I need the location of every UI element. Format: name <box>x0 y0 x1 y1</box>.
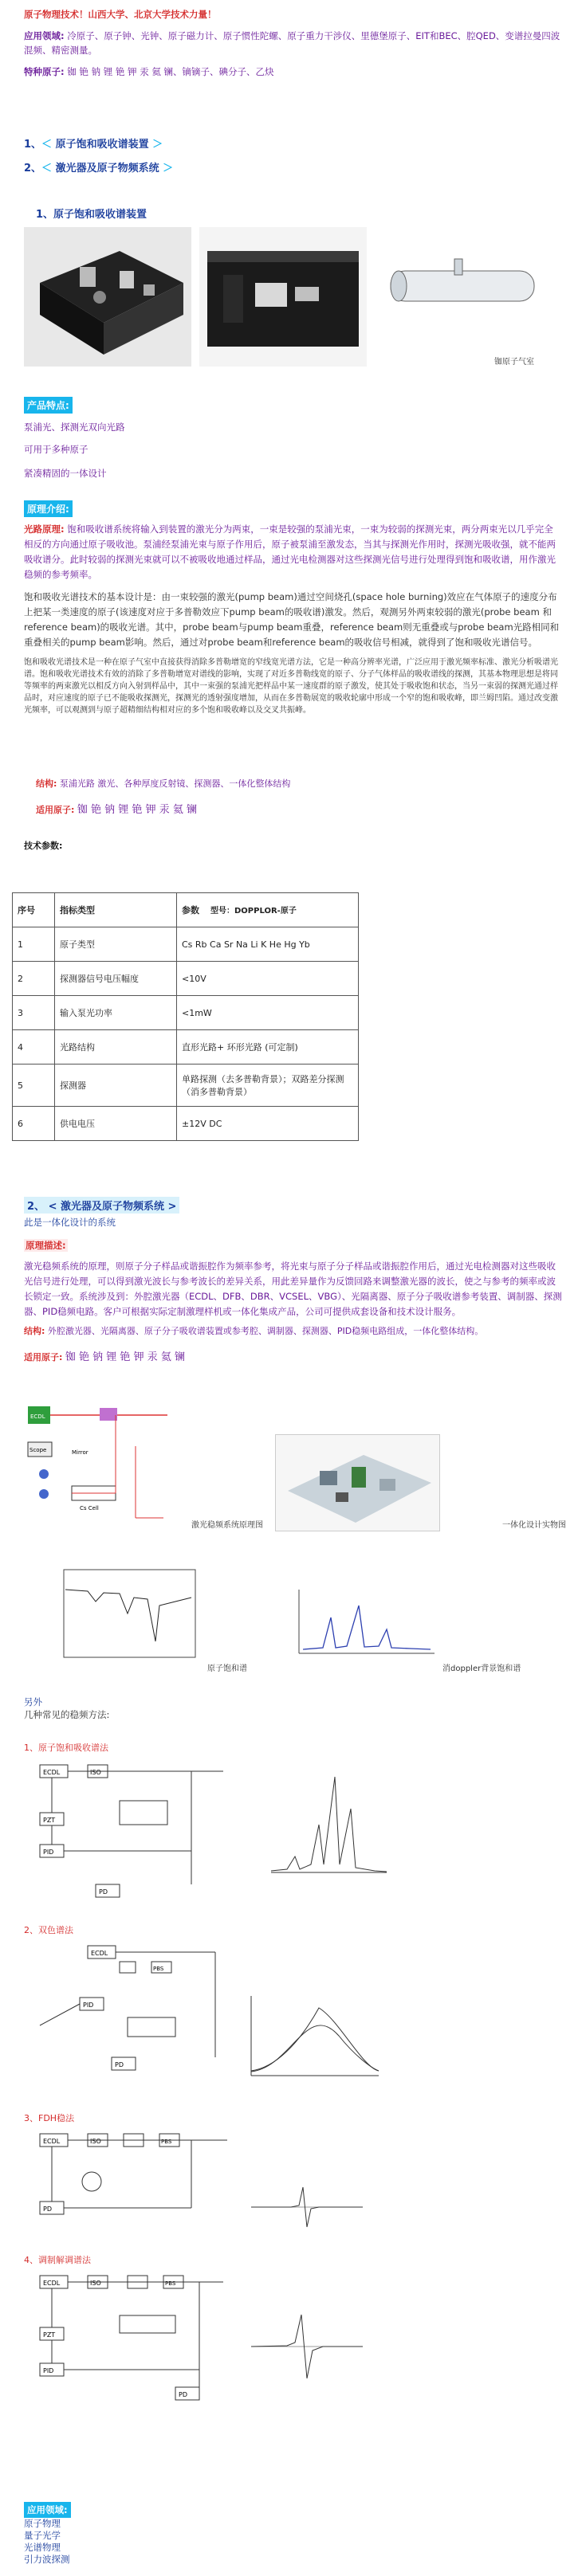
m2-pbs: PBS <box>153 1966 164 1972</box>
integrated-device-icon <box>276 1435 439 1531</box>
m3-iso: ISO <box>90 2138 101 2145</box>
principle-label-wrap <box>24 500 73 517</box>
cell-param: <1mW <box>177 996 359 1030</box>
features-label-wrap <box>24 397 73 414</box>
atoms-label: 特种原子: <box>24 66 65 77</box>
table-row <box>13 962 359 996</box>
sec2-atoms-label: 适用原子: <box>24 1352 63 1362</box>
method-2-schematic-icon <box>32 1938 239 2089</box>
cell-index: 输入泵光功率 <box>55 996 177 1030</box>
m4-iso: ISO <box>90 2280 101 2287</box>
intro <box>24 8 566 78</box>
footer-item: 量子光学 <box>24 2530 61 2541</box>
m4-pzt: PZT <box>43 2331 56 2339</box>
layout-line <box>36 777 290 790</box>
cell-seq: 2 <box>13 962 55 996</box>
table-row <box>13 1030 359 1065</box>
m2-ecdl: ECDL <box>91 1950 108 1957</box>
m1-pd: PD <box>99 1888 108 1896</box>
m1-ecdl: ECDL <box>43 1769 61 1776</box>
atoms-text: 铷 铯 钠 锂 铯 钾 汞 氦 镧、镝镝子、碘分子、乙炔 <box>67 66 274 77</box>
schematic-icon <box>24 1398 183 1534</box>
feature-2: 可用于多种原子 <box>24 444 88 455</box>
method-3-title <box>24 2111 74 2124</box>
method-2-title <box>24 1923 73 1936</box>
method-4-plot <box>247 2303 367 2390</box>
method-4-schematic-icon <box>32 2268 239 2411</box>
sec2-principle-label: 原理描述: <box>26 1240 66 1251</box>
method-label: 原子饱和吸收谱法 <box>38 1743 108 1753</box>
methods-intro-2: 几种常见的稳频方法: <box>24 1709 110 1720</box>
spec-label: 技术参数: <box>24 841 63 851</box>
method-4-error-signal-icon <box>247 2303 367 2390</box>
spectrum-plot-2 <box>283 1586 442 1665</box>
fig1-caption: 激光稳频系统原理图 <box>191 1521 263 1530</box>
app-label: 应用领域: <box>24 30 65 41</box>
footer-label-wrap <box>24 2502 71 2518</box>
method-num: 2、 <box>24 1925 38 1935</box>
method-4-diagram <box>32 2268 239 2411</box>
app-text: 冷原子、原子钟、光钟、原子磁力计、原子惯性陀螺、原子重力干涉仪、里德堡原子、EIT和BEC、腔QED、变谱拉曼四波混频、精密测量。 <box>24 30 560 56</box>
photo-laser-icon <box>199 227 367 367</box>
th-param <box>177 893 359 927</box>
method-3-diagram <box>32 2126 239 2237</box>
method-3-schematic-icon <box>32 2126 239 2237</box>
m1-iso: ISO <box>90 1769 101 1776</box>
method-3-plot <box>247 2175 367 2239</box>
m3-ecdl: ECDL <box>43 2138 61 2145</box>
method-1-plot <box>263 1761 391 1880</box>
footer-item: 引力波探测 <box>24 2554 70 2565</box>
cell-param: <10V <box>177 962 359 996</box>
m4-pid: PID <box>43 2367 54 2374</box>
methods-intro-1: 另外 <box>24 1696 42 1708</box>
th-model-text: 型号：DOPPLOR-原子 <box>210 907 297 916</box>
method-3-error-signal-icon <box>247 2175 367 2239</box>
method-4-title <box>24 2253 91 2266</box>
m4-pbs: PBS <box>165 2280 176 2287</box>
cell-param: Cs Rb Ca Sr Na Li K He Hg Yb <box>177 927 359 962</box>
footer-list <box>24 2518 70 2566</box>
sec1-atoms-label: 适用原子: <box>36 805 75 815</box>
sec2-layout-label: 结构: <box>24 1326 45 1336</box>
toc-num: 2、 <box>24 163 42 174</box>
sec2-layout-line <box>24 1324 566 1337</box>
fig4-caption: 消doppler背景饱和谱 <box>442 1664 521 1673</box>
fig3-caption: 原子饱和谱 <box>207 1664 247 1673</box>
sec2-header[interactable]: 2、 < 激光器及原子物频系统 > <box>24 1197 179 1214</box>
sec2-atoms-text: 铷 铯 钠 锂 铯 钾 汞 氦 镧 <box>65 1351 185 1363</box>
product-photo-2 <box>199 227 367 367</box>
cell-param: ±12V DC <box>177 1107 359 1141</box>
sec1-atoms-line <box>36 801 197 816</box>
doppler-free-plot <box>283 1586 442 1665</box>
label-ecdl: ECDL <box>30 1413 45 1420</box>
cell-seq: 6 <box>13 1107 55 1141</box>
layout-text: 泵浦光路 激光、各种厚度反射镜、探测器、一体化整体结构 <box>59 778 291 789</box>
th-seq: 序号 <box>13 893 55 927</box>
sec2-summary: 此是一体化设计的系统 <box>24 1217 116 1228</box>
photo-device-icon <box>24 227 191 367</box>
toc-label: 原子饱和吸收谱装置 <box>55 139 149 151</box>
method-1-title <box>24 1741 108 1754</box>
sec2-atoms-line <box>24 1348 185 1363</box>
principle-p3: 饱和吸收光谱技术是一种在原子气室中直接获得消除多普勒增宽的窄线宽光谱方法，它是一种高分辨率光谱，广泛应用于激光频率标准、激光分析吸谱光谱。饱和吸收光谱技术有效的消除了多普勒增宽对谱线的影响，实现了对近多普勒线宽的原子、分子气体样品的吸收谱线的探测，其基本物理思想是将同等频率的两束激光以相反方向入射到样品中，其中一束强的泵浦光把样品中某一速度群的原子激发，使其处于吸收饱和状态，当另一束弱的探测光通过样品时，对应速度的原子已不能吸收探测光，探测光的透射强度增加，从而在多普勒展宽的吸收轮廓中形成一个窄的饱和吸收峰，即兰姆凹陷。通过改变激光频率，可以观测到与原子超精细结构相对应的多个饱和吸收峰以及交叉共振峰。 <box>24 658 558 715</box>
m2-pd: PD <box>115 2061 124 2068</box>
footer-label: 应用领域: <box>24 2502 71 2518</box>
table-header-row <box>13 893 359 927</box>
intro-headline: 原子物理技术！山西大学、北京大学技术力量！ <box>24 9 217 20</box>
method-1-diagram <box>32 1757 239 1916</box>
m4-pd: PD <box>179 2391 187 2398</box>
th-param-text: 参数 <box>182 905 199 916</box>
cell-index: 供电电压 <box>55 1107 177 1141</box>
method-num: 4、 <box>24 2255 38 2265</box>
principle-lead: 光路原理: <box>24 523 65 535</box>
saturated-spectrum-plot <box>48 1566 199 1669</box>
sec1-title <box>36 206 147 221</box>
product-photo-3 <box>383 227 542 347</box>
cell-param: 单路探测（去多普勒背景）；双路差分探测（消多普勒背景） <box>177 1065 359 1107</box>
toc-num: 1、 <box>24 139 42 151</box>
cell-param: 直形光路+ 环形光路 (可定制) <box>177 1030 359 1065</box>
table-row <box>13 1065 359 1107</box>
method-label: 调制解调谱法 <box>38 2255 91 2265</box>
method-2-diagram <box>32 1938 239 2089</box>
special-atoms <box>24 65 566 78</box>
footer-item: 光谱物理 <box>24 2542 61 2553</box>
cell-seq: 5 <box>13 1065 55 1107</box>
principle-p1-text: 饱和吸收谱系统将输入到装置的激光分为两束，一束是较强的泵浦光束，一束为较弱的探测光束，两分两束光以几乎完全相反的方向通过原子吸收池。泵浦经泵浦光束与原子作用后，原子被泵浦至激发态，当其与探测光作用时，探测光吸收强，就不能两吸收谱分。此时较弱的探测光束就可以不被吸收地通过样品，通过光电检测器对这些探测光信号进行处理得到饱和吸收谱，用作激光稳频的参考频率。 <box>24 523 556 580</box>
cell-index: 原子类型 <box>55 927 177 962</box>
m1-pzt: PZT <box>43 1817 56 1824</box>
sec2-layout-text: 外腔激光器、光隔离器、原子分子吸收谱装置或参考腔、调制器、探测器、PID稳频电路组成，一体化整体结构。 <box>47 1326 484 1336</box>
method-num: 3、 <box>24 2113 38 2123</box>
cell-seq: 3 <box>13 996 55 1030</box>
footer-item: 原子物理 <box>24 2518 61 2529</box>
spec-table <box>12 892 359 1141</box>
method-2-plot <box>243 1988 383 2084</box>
table-row <box>13 1107 359 1141</box>
m2-pid: PID <box>83 2002 94 2009</box>
fig2-caption: 一体化设计实物图 <box>502 1521 566 1530</box>
principle-p1 <box>24 522 562 582</box>
feature-3: 紧凑精固的一体设计 <box>24 468 107 479</box>
table-row <box>13 927 359 962</box>
label-mirror: Mirror <box>72 1449 88 1456</box>
cell-index: 光路结构 <box>55 1030 177 1065</box>
feature-1: 泵浦光、探测光双向光路 <box>24 421 125 433</box>
method-label: FDH稳法 <box>38 2113 75 2123</box>
cell-seq: 1 <box>13 927 55 962</box>
method-1-spectrum-icon <box>263 1761 391 1880</box>
cell-seq: 4 <box>13 1030 55 1065</box>
method-num: 1、 <box>24 1743 38 1753</box>
features-label: 产品特点: <box>24 397 73 414</box>
sec2-principle: 激光稳频系统的原理，则原子分子样品或谐振腔作为频率参考，将光束与原子分子样品或谐振腔作用后，通过光电检测器对这些吸收光信号进行处理，可以得到激光波长与参考波长的差异关系，用此差异量作为反馈回路来调整激光器的波长，使之与参考的频率或波长锁定一致。系统涉及到：外腔激光器（ECDL、DFB、DBR、VCSEL、VBG）、光隔离器、原子分子吸收谱参考装置、调制器、探测器、PID稳频电路。客户可根据实际定制激理样机或一体化集成产品，公司可提供成套设备和技术设计服务。 <box>24 1261 562 1317</box>
m1-pid: PID <box>43 1849 54 1856</box>
method-2-curves-icon <box>243 1988 383 2084</box>
integrated-design-photo <box>275 1434 440 1531</box>
cell-caption: 铷原子气室 <box>494 358 534 367</box>
toc-item-2[interactable]: 2、＜ 激光器及原子物频系统 ＞ <box>24 163 174 174</box>
cell-index: 探测器信号电压幅度 <box>55 962 177 996</box>
table-row <box>13 996 359 1030</box>
toc-label: 激光器及原子物频系统 <box>55 163 159 174</box>
toc-item-1[interactable]: 1、＜ 原子饱和吸收谱装置 ＞ <box>24 139 163 151</box>
cell-index: 探测器 <box>55 1065 177 1107</box>
stabilization-schematic <box>24 1398 183 1534</box>
label-scope: Scope <box>29 1447 47 1453</box>
label-cs-cell: Cs Cell <box>80 1505 99 1511</box>
m3-pd: PD <box>43 2205 52 2213</box>
m4-ecdl: ECDL <box>43 2280 61 2287</box>
method-1-schematic-icon <box>32 1757 239 1916</box>
spectrum-plot-1 <box>48 1566 199 1669</box>
product-photo-1 <box>24 227 191 367</box>
principle-label: 原理介绍: <box>24 500 73 517</box>
m3-pbs: PBS <box>161 2139 172 2145</box>
method-label: 双色谱法 <box>38 1925 73 1935</box>
vapor-cell-icon <box>383 227 542 347</box>
sec1-atoms-text: 铷 铯 钠 锂 铯 钾 汞 氦 镧 <box>77 804 197 816</box>
sec1-title-text: 1、原子饱和吸收谱装置 <box>36 209 147 221</box>
th-index: 指标类型 <box>55 893 177 927</box>
principle-p2: 饱和吸收光谱技术的基本设计是：由一束较强的激光(pump beam)通过空间烧孔(space hole burning)效应在气体原子的速度分布上把某一类速度的原子(该速度对应于多普勒效应下pump beam的吸收谱)激发。然后，观测另外两束较弱的激光(probe beam 和 reference beam)的吸收光谱。其中，probe beam与pump beam重叠，reference beam则无重叠或与probe beam光路相同和重叠相关的pump beam影响。然后，通过对probe beam和reference beam的吸收信号相减，就得到了饱和吸收光谱信号。 <box>24 591 560 648</box>
layout-label: 结构: <box>36 778 57 789</box>
app-domain <box>24 29 566 57</box>
